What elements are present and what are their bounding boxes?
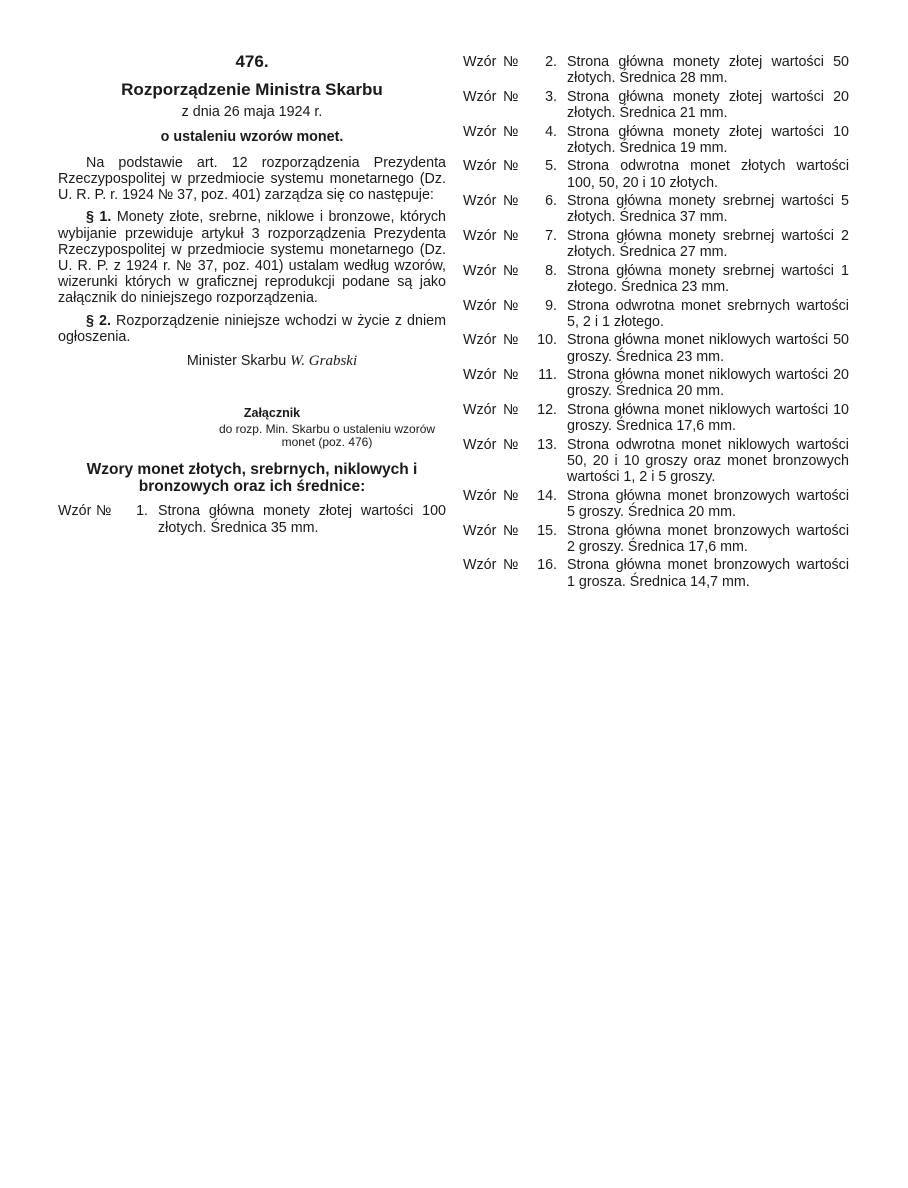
numero-sign: № [503,227,519,244]
numero-sign: № [503,367,519,384]
numero-sign: № [503,401,519,418]
numero-sign: № [503,158,519,175]
pattern-label [463,263,567,279]
section-2-label: § 2. [86,312,111,329]
annex-reference: do rozp. Min. Skarbu o ustaleniu wzorów monet (poz. 476) [218,422,436,450]
pattern-label [463,332,567,348]
pattern-label [463,298,567,314]
regulation-title: Rozporządzenie Ministra Skarbu [121,80,383,100]
pattern-label [463,193,567,209]
pattern-number: 6. [545,193,557,210]
numero-sign: № [503,436,519,453]
pattern-description: Strona główna monet niklowych wartości 50 groszy. Średnica 23 mm. [567,332,849,365]
pattern-number: 1. [136,503,148,520]
pattern-description: Strona odwrotna monet srebrnych wartości 5, 2 i 1 złotego. [567,297,849,330]
pattern-number: 7. [545,227,557,244]
pattern-word: Wzór [463,227,497,244]
pattern-label [463,228,567,244]
regulation-date: z dnia 26 maja 1924 r. [181,104,323,121]
pattern-word: Wzór [463,297,497,314]
pattern-item [463,124,849,156]
pattern-description: Strona główna monet bronzowych wartości 5 groszy. Średnica 20 mm. [567,487,849,520]
pattern-item [58,503,446,535]
pattern-number: 12. [537,401,557,418]
pattern-label [463,557,567,573]
pattern-number: 2. [545,54,557,70]
pattern-item [463,523,849,555]
pattern-number: 3. [545,88,557,105]
signature [98,353,446,369]
pattern-description: Strona główna monet niklowych wartości 20 groszy. Średnica 20 mm. [567,367,849,400]
pattern-label [463,158,567,174]
left-column [58,54,446,538]
pattern-word: Wzór [463,367,497,384]
pattern-description: Strona odwrotna monet złotych wartości 100, 50, 20 i 10 złotych. [567,158,849,191]
pattern-word: Wzór [463,522,497,539]
section-2-text: Rozporządzenie niniejsze wchodzi w życie z dniem ogłoszenia. [58,312,447,345]
preamble: Na podstawie art. 12 rozporządzenia Prezydenta Rzeczypospolitej w przedmiocie systemu monetarnego (Dz. U. R. P. r. 1924 № 37, poz. 401) zarządza się co następuje: [58,154,446,204]
pattern-description: Strona główna monety złotej wartości 20 złotych. Średnica 21 mm. [567,88,849,121]
pattern-word: Wzór [463,193,497,210]
pattern-word: Wzór [463,262,497,279]
pattern-word: Wzór [463,332,497,349]
pattern-description: Strona główna monety srebrnej wartości 1 złotego. Średnica 23 mm. [567,262,849,295]
pattern-word: Wzór [463,401,497,418]
pattern-label [463,523,567,539]
pattern-item [463,263,849,295]
pattern-number: 10. [537,332,557,349]
pattern-label [463,437,567,453]
numero-sign: № [503,522,519,539]
numero-sign: № [503,487,519,504]
pattern-number: 11. [538,367,557,384]
section-2 [58,313,446,345]
pattern-description: Strona główna monety srebrnej wartości 2 złotych. Średnica 27 mm. [567,227,849,261]
pattern-item [463,298,849,330]
pattern-description: Strona główna monety złotej wartości 100 złotych. Średnica 35 mm. [158,503,446,536]
numero-sign: № [503,54,519,70]
section-1 [58,209,446,306]
item-number: 476. [235,52,269,71]
pattern-word: Wzór [463,487,497,504]
signature-name: W. Grabski [290,353,358,370]
pattern-description: Strona główna monety złotej wartości 50 złotych. Średnica 28 mm. [567,54,849,87]
regulation-subject: o ustaleniu wzorów monet. [160,128,344,145]
pattern-label [463,488,567,504]
pattern-number: 13. [537,436,557,453]
pattern-item [463,488,849,520]
numero-sign: № [503,557,519,574]
pattern-item [463,332,849,364]
pattern-label [58,503,158,519]
pattern-word: Wzór [463,123,497,140]
pattern-word: Wzór [463,557,497,574]
annex-title: Załącznik [243,406,301,421]
section-1-label: § 1. [86,209,112,226]
pattern-item [463,89,849,121]
pattern-item [463,402,849,434]
pattern-description: Strona główna monety złotej wartości 10 złotych. Średnica 19 mm. [567,123,849,156]
pattern-item [463,54,849,86]
section-1-text: Monety złote, srebrne, niklowe i bronzowe, których wybijanie przewiduje artykuł 3 rozporządzenia Prezydenta Rzeczypospolitej w przedmiocie systemu monetarnego (Dz. U. R. P. z 1924 r. № 37, poz. 401) ustalam według wzorów, wizerunki których w graficznej reprodukcji podane są jako załącznik do niniejszego rozporządzenia. [58,209,446,307]
pattern-label [463,402,567,418]
numero-sign: № [96,503,112,520]
pattern-number: 9. [545,297,557,314]
pattern-number: 4. [545,123,557,140]
pattern-description: Strona główna monet bronzowych wartości 1 grosza. Średnica 14,7 mm. [567,557,849,590]
pattern-description: Strona odwrotna monet niklowych wartości 50, 20 i 10 groszy oraz monet bronzowych wartości 1, 2 i 5 groszy. [567,436,849,486]
pattern-item [463,228,849,260]
coins-heading: Wzory monet złotych, srebrnych, niklowych i bronzowych oraz ich średnice: [86,461,418,496]
pattern-number: 16. [537,557,557,574]
pattern-description: Strona główna monet niklowych wartości 10 groszy. Średnica 17,6 mm. [567,401,849,435]
pattern-item [463,193,849,225]
pattern-word: Wzór [463,88,497,105]
numero-sign: № [503,88,519,105]
pattern-item [463,158,849,190]
numero-sign: № [503,332,519,349]
pattern-list-right [463,54,849,590]
pattern-number: 15. [537,522,557,539]
pattern-word: Wzór [463,436,497,453]
pattern-number: 14. [537,487,557,504]
pattern-description: Strona główna monet bronzowych wartości 2 groszy. Średnica 17,6 mm. [567,522,849,555]
right-column [463,54,849,592]
numero-sign: № [503,123,519,140]
numero-sign: № [503,297,519,314]
pattern-word: Wzór [463,158,497,175]
pattern-word: Wzór [463,54,497,70]
pattern-item [463,367,849,399]
pattern-item [463,437,849,486]
pattern-label [463,89,567,105]
pattern-item [463,557,849,589]
pattern-label [463,367,567,383]
numero-sign: № [503,193,519,210]
pattern-word: Wzór [58,503,92,520]
pattern-label [463,124,567,140]
pattern-number: 8. [545,262,557,279]
pattern-label [463,54,567,70]
signature-prefix: Minister Skarbu [186,353,287,370]
pattern-number: 5. [545,158,557,175]
pattern-list-left [58,503,446,535]
pattern-description: Strona główna monety srebrnej wartości 5 złotych. Średnica 37 mm. [567,193,849,226]
numero-sign: № [503,262,519,279]
